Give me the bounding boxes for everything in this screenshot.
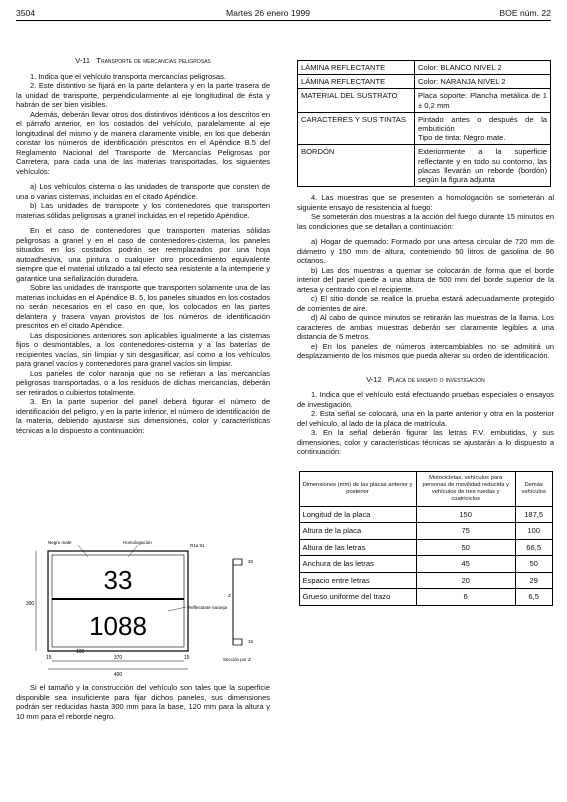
- table-cell: 100: [515, 523, 552, 540]
- figure-caption: [16, 683, 270, 721]
- table-row: [299, 556, 552, 573]
- label-black-edge: Negro mate: [48, 540, 72, 545]
- paragraph: d) Al cabo de quince minutos se retirarán las muestras de la llama. Los caracteres de ambas muestras deberán ser claramente legibles a una distancia de 5 metros.: [297, 313, 554, 342]
- table-cell: CARACTERES Y SUS TINTAS: [298, 112, 415, 145]
- label-radius: R1a 91: [190, 543, 205, 548]
- column-header: Dimensiones (mm) de las placas anterior y posterior: [299, 471, 416, 506]
- table-cell: Anchura de las letras: [299, 556, 416, 573]
- section-title: Placa de ensayo o investigación: [387, 374, 485, 384]
- column-header: Motocicletas, vehículos para personas de movilidad reducida y vehículos de tres ruedas y cuatriciclos: [416, 471, 515, 506]
- dimension-height: 300: [25, 601, 35, 607]
- table-cell: Grueso uniforme del trazo: [299, 589, 416, 606]
- table-cell: Altura de las letras: [299, 539, 416, 556]
- paragraph: 2. Este distintivo se fijará en la parte delantera y en la parte trasera de la unidad de transporte, perpendicularmente al eje longitudinal de ésta y habrán de ser bien visibles.: [16, 81, 270, 109]
- table-cell: Color: NARANJA NIVEL 2: [415, 75, 551, 89]
- paragraph: Se someterán dos muestras a la acción del fuego durante 15 minutos en las condiciones que se detallan a continuación:: [297, 212, 554, 231]
- dimension-margin: 15: [184, 655, 190, 661]
- table-row: [299, 539, 552, 556]
- paragraph: En el caso de contenedores que transporten materias sólidas peligrosas a granel y en el caso de contenedores-cisterna, los paneles situados en los costados podrán ser reemplazados por una hoja autoadhesiva, una pintura o cualquier otro procedimiento equivalente siempre que el material utilizado a tal efecto sea resistente a la intemperie y garantice una señalización duradera.: [16, 226, 270, 283]
- label-section: Sección por Z: [223, 657, 251, 662]
- table-cell: 6: [416, 589, 515, 606]
- table-row: [298, 75, 551, 89]
- paragraph: b) Las unidades de transporte y los contenedores que transporten materias sólidas peligrosas a granel incluidas en el repetido Apéndice.: [16, 201, 270, 220]
- table-cell: LÁMINA REFLECTANTE: [298, 75, 415, 89]
- table-cell: 29: [515, 572, 552, 589]
- label-homologation: Homologación: [123, 540, 152, 545]
- table-cell: Espacio entre letras: [299, 572, 416, 589]
- paragraph: Sobre las unidades de transporte que transporten solamente una de las materias incluidas en el Apéndice B. 5, los paneles situados en los costados no serán necesarios en el caso en que, los colocados en las partes delantera y trasera vayan provistos de los números de identificación prescritos en el citado Apéndice.: [16, 283, 270, 330]
- dimension-digit: 100: [76, 649, 85, 655]
- dimension-section: 30: [248, 559, 254, 564]
- paragraph: Las disposiciones anteriores son aplicables igualmente a las cisternas fijos o desmontables, a los contenedores-cisterna y a las baterías de recipientes vacías, sin limpiar y sin desgasificar, así como a los vehículos para granel vacíos y contenedores para granel vacíos sin limpiar.: [16, 330, 270, 368]
- table-cell: 6,5: [515, 589, 552, 606]
- table-cell: 20: [416, 572, 515, 589]
- table-cell: Placa soporte: Plancha metálica de 1 ± 0,2 mm: [415, 89, 551, 112]
- paragraph: 1. Indica que el vehículo transporta mercancías peligrosas.: [30, 71, 226, 81]
- dimension-width: 400: [113, 672, 123, 677]
- table-row: [298, 145, 551, 187]
- section-heading-v12: [297, 375, 554, 385]
- paragraph: a) Los vehículos cisterna o las unidades de transporte que consten de una o varias cisternas, incluidas en el citado Apéndice.: [16, 182, 270, 201]
- table-row: [298, 61, 551, 75]
- table-row: [298, 112, 551, 145]
- page-number: 3504: [16, 8, 36, 18]
- materials-table: [297, 60, 551, 187]
- substance-number: 1088: [89, 611, 147, 641]
- section-profile: [233, 559, 242, 565]
- table-cell: Exteriormente a la superficie reflectante y en todo su contorno, las placas llevarán un reborde (bordón) según la figura adjunta: [415, 145, 551, 187]
- paragraph: 3. En la parte superior del panel deberá figurar el número de identificación del peligro, y en la parte inferior, el número de identificación de la materia, debiendo ajustarse sus dimensiones, color y características técnicas a lo dispuesto a continuación:: [16, 397, 270, 435]
- paragraph: a) Hogar de quemado: Formado por una artesa circular de 720 mm de diámetro y 150 mm de altura, conteniendo 50 litros de gasolina de 96 octanos.: [297, 237, 554, 266]
- dimension-z: Z: [228, 593, 231, 598]
- table-cell: LÁMINA REFLECTANTE: [298, 61, 415, 75]
- hazard-number: 33: [103, 565, 133, 595]
- section-profile: [233, 639, 242, 645]
- table-cell: Pintado antes o después de la embutición Tipo de tinta: Negro mate.: [415, 112, 551, 145]
- panel-technical-drawing: [18, 537, 270, 677]
- paragraph: 3. En la señal deberán figurar las letras F.V. embutidas, y sus dimensiones, color y características técnicas se ajustarán a lo dispuesto a continuación:: [297, 428, 554, 457]
- table-cell: 150: [416, 506, 515, 523]
- table-row: [299, 589, 552, 606]
- dimension-margin: 15: [46, 655, 52, 661]
- table-cell: 75: [416, 523, 515, 540]
- publication-date: Martes 26 enero 1999: [226, 8, 311, 18]
- label-reflective: Reflectante naranja: [188, 605, 228, 610]
- table-cell: 187,5: [515, 506, 552, 523]
- section-view: [223, 559, 254, 662]
- table-cell: Longitud de la placa: [299, 506, 416, 523]
- table-cell: 50: [416, 539, 515, 556]
- paragraph: 2. Esta señal se colocará, una en la parte anterior y otra en la posterior del vehículo, al lado de la placa de matrícula.: [297, 409, 554, 428]
- table-row: [299, 506, 552, 523]
- dimension-section: 15: [248, 639, 254, 644]
- table-cell: MATERIAL DEL SUSTRATO: [298, 89, 415, 112]
- dimension-inner-width: 370: [113, 655, 123, 661]
- table-cell: Altura de la placa: [299, 523, 416, 540]
- table-cell: 50: [515, 556, 552, 573]
- paragraph: Además, deberán llevar otros dos distintivos idénticos a los descritos en el párrafo anterior, en los costados del vehículo, paralelamente al eje longitudinal del mismo y de manera claramente visible, en los que deberán constar los números de identificación prescritos en el Apéndice B.5 del Reglamento Nacional del Transporte de Mercancías Peligrosas por Carretera, para cada una de las materias transportadas, los siguientes vehículos:: [16, 109, 270, 176]
- table-row: [298, 89, 551, 112]
- paragraph: Si el tamaño y la construcción del vehículo son tales que la superficie disponible sea insuficiente para fijar dichos paneles, sus dimensiones podrán ser reducidas hasta 300 mm para la base, 120 mm para la altura y 10 mm para el reborde negro.: [16, 683, 270, 721]
- table-row: [299, 523, 552, 540]
- section-heading-v11: [16, 56, 270, 66]
- paragraph: 1. Indica que el vehículo está efectuando pruebas especiales o ensayos de investigación.: [297, 390, 554, 409]
- paragraph: b) Las dos muestras a quemar se colocarán de forma que el borde interior del panel quede a una altura de 500 mm del borde superior de la artesa y centrado con el recipiente.: [297, 265, 554, 294]
- right-column: [297, 60, 554, 606]
- column-header: Demás vehículos: [515, 471, 552, 506]
- paragraph: c) El sitio donde se realice la prueba estará adecuadamente protegido de corrientes de aire.: [297, 294, 554, 313]
- header-rule: [16, 20, 551, 21]
- paragraph: Los paneles de color naranja que no se refieran a las mercancías peligrosas transportadas, o a los residuos de dichas mercancías, deberán ser retirados o cubiertos totalmente.: [16, 368, 270, 397]
- section-label: V-11: [75, 56, 91, 65]
- dimensions-table: [299, 471, 553, 606]
- table-cell: Color: BLANCO NIVEL 2: [415, 61, 551, 75]
- left-column: [16, 50, 270, 435]
- table-cell: 45: [416, 556, 515, 573]
- paragraph: 4. Las muestras que se presenten a homologación se someterán al siguiente ensayo de resistencia al fuego:: [297, 193, 554, 212]
- paragraph: e) En los paneles de números intercambiables no se admitirá un desplazamiento de los mismos que pueda alterar su orden de identificación.: [297, 341, 554, 361]
- section-label: V-12: [366, 374, 382, 384]
- section-title: Transporte de mercancías peligrosas: [96, 56, 211, 65]
- leader-line: [168, 607, 186, 611]
- table-header-row: [299, 471, 552, 506]
- journal-issue: BOE núm. 22: [499, 8, 551, 18]
- table-cell: 66,5: [515, 539, 552, 556]
- table-cell: BORDÓN: [298, 145, 415, 187]
- table-row: [299, 572, 552, 589]
